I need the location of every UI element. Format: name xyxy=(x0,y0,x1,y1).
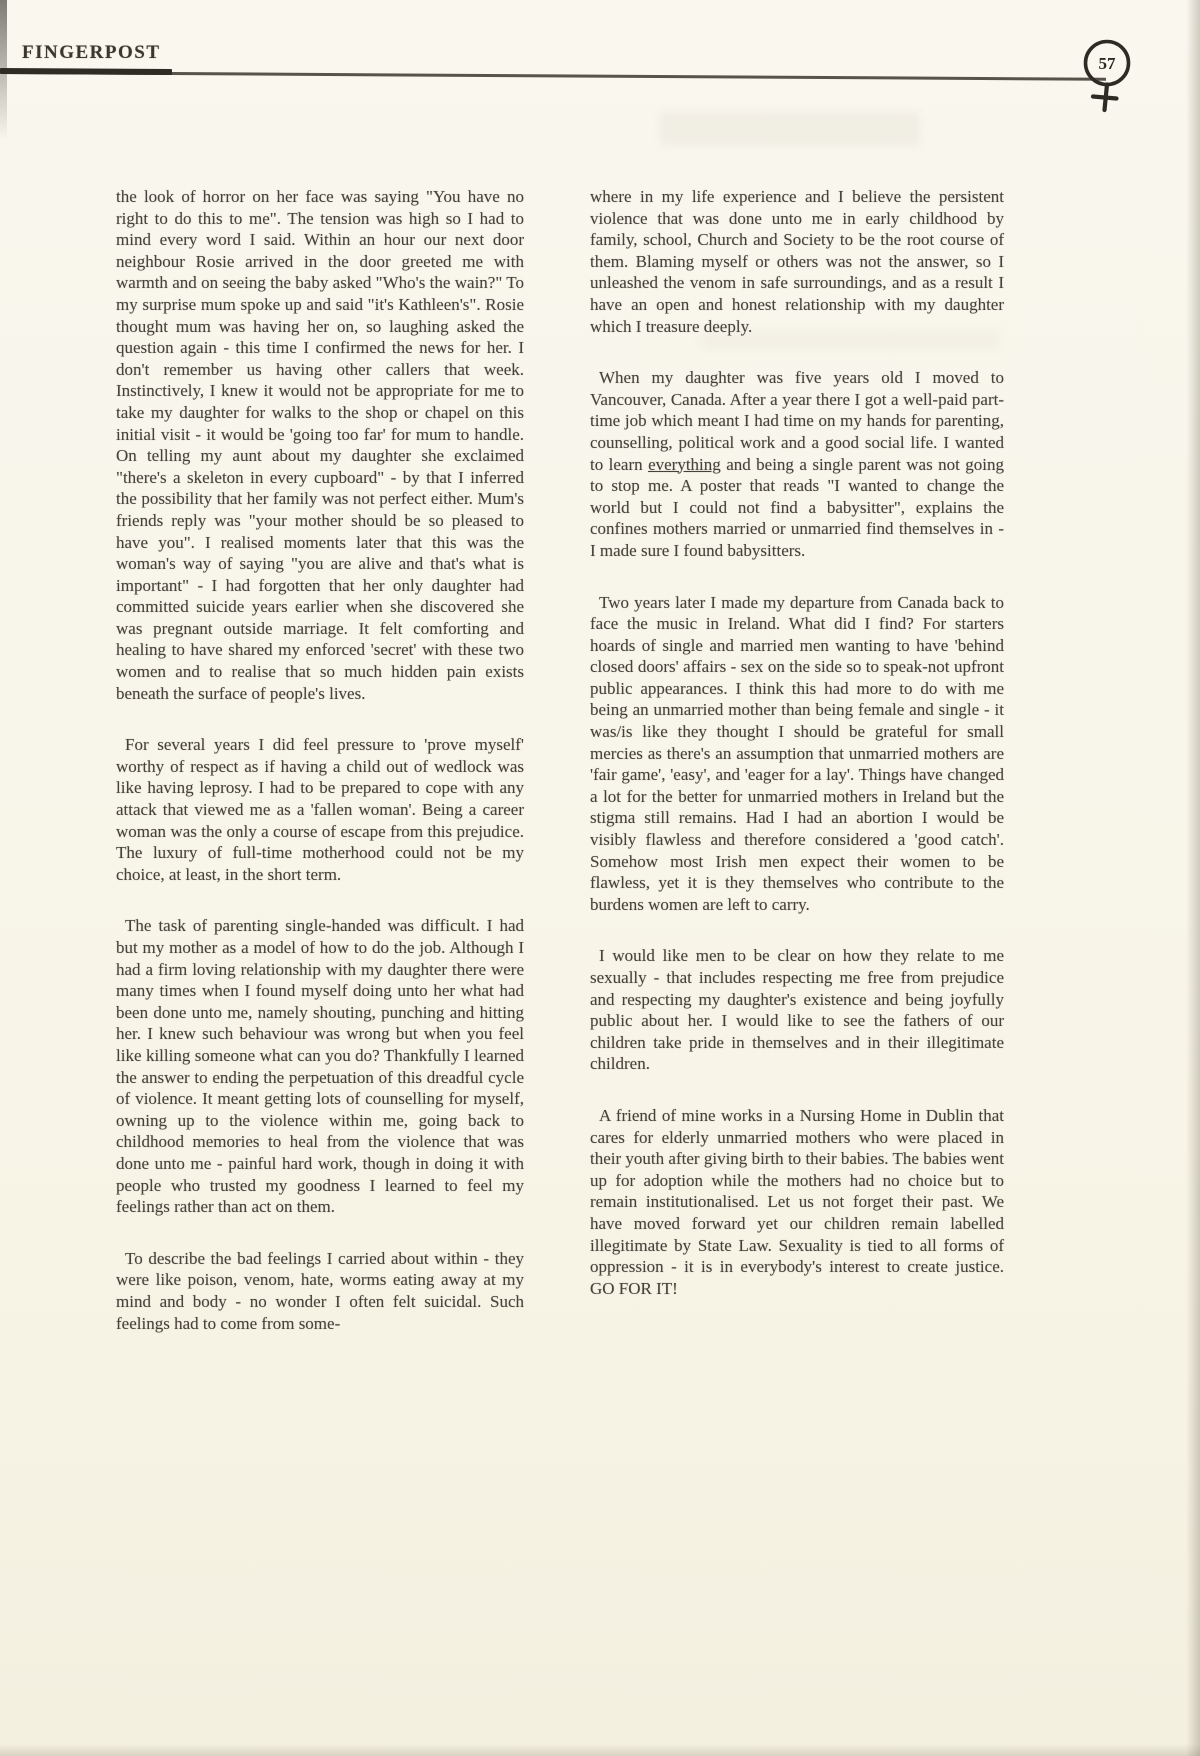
header-rule-thick xyxy=(0,68,172,75)
masthead-title: FINGERPOST xyxy=(22,42,161,63)
female-symbol-icon xyxy=(1075,34,1139,122)
scan-smudge xyxy=(660,112,920,146)
paragraph: the look of horror on her face was saying "You have no right to do this to me". The tension was high so I had to mind every word I said. Within an hour our next door neighbour Rosie arrived in the door greeted me with warmth and on seeing the baby asked "Who's the wain?" To my surprise mum spoke up and said "it's Kathleen's". Rosie thought mum was having her on, so laughing asked the question again - this time I confirmed the news for her. I don't remember us having other callers that week. Instinctively, I knew it would not be appropriate for me to take my daughter for walks to the shop or chapel on this initial visit - it would be 'going too far' for mum to handle. On telling my aunt about my daughter she exclaimed "there's a skeleton in every cupboard" - by that I inferred the possibility that her family was not perfect either. Mum's friends reply was "your mother should be so pleased to have you". I realised moments later that this was the woman's way of saying "you are alive and that's what is important" - I had forgotten that her only daughter had committed suicide years earlier when she discovered she was pregnant outside marriage. It felt comforting and healing to have shared my enforced 'secret' with these two women and to realise that so much hidden pain exists beneath the surface of people's lives. xyxy=(116,187,524,703)
page-number: 57 xyxy=(1098,54,1116,73)
paragraph-text: When my daughter was five years old I moved to Vancouver, Canada. After a year there I got a well-paid part-time job which meant I had time on my hands for parenting, counselling, political work and a good social life. I wanted to learn xyxy=(590,368,1004,474)
paragraph: A friend of mine works in a Nursing Home in Dublin that cares for elderly unmarried mothers who were placed in their youth after giving birth to their babies. The babies went up for adoption while the mothers had no choice but to remain institutionalised. Let us not forget their past. We have moved forward yet our children remain labelled illegitimate by State Law. Sexuality is tied to all forms of oppression - it is in everybody's interest to create justice. GO FOR IT! xyxy=(590,1105,1004,1298)
paragraph: For several years I did feel pressure to 'prove myself' worthy of respect as if having a child out of wedlock was like having leprosy. I had to be prepared to cope with any attack that viewed me as a 'fallen woman'. Being a career woman was the only a course of escape from this prejudice. The luxury of full-time motherhood could not be my choice, at least, in the short term. xyxy=(116,735,524,884)
left-column xyxy=(116,186,524,1364)
underlined-word: everything xyxy=(648,454,721,474)
paragraph-text: and being a single parent was not going to stop me. A poster that reads "I wanted to change the world but I could not find a babysitter", explains the confines mothers married or unmarried find themselves in - I made sure I found babysitters. xyxy=(590,454,1005,560)
paragraph: I would like men to be clear on how they relate to me sexually - that includes respecting me free from prejudice and respecting my daughter's existence and being joyfully public about her. I would like to see the fathers of our children take pride in themselves and in their illegitimate children. xyxy=(590,946,1004,1074)
scan-edge-right xyxy=(1186,0,1200,1756)
paragraph xyxy=(590,367,1004,561)
paragraph: Two years later I made my departure from Canada back to face the music in Ireland. What did I find? For starters hoards of single and married men wanting to have 'behind closed doors' affairs - sex on the side so to speak-not upfront public appearances. I think this had more to do with me being an unmarried mother than being female and single - it was/is like they thought I should be grateful for small mercies as there's an assumption that unmarried mothers are 'fair game', 'easy', and 'eager for a lay'. Things have changed a lot for the better for unmarried mothers in Ireland but the stigma still remains. Had I had an abortion I would be visibly flawless and therefore considered a 'good catch'. Somehow most Irish men expect their women to be flawless, yet it is they themselves who contribute to the burdens women are left to carry. xyxy=(590,592,1004,914)
header-rule xyxy=(0,0,1200,97)
paragraph: The task of parenting single-handed was difficult. I had but my mother as a model of how to do the job. Although I had a firm loving relationship with my daughter there were many times when I found myself doing unto her what had been done unto me, namely shouting, punching and hitting her. I knew such behaviour was wrong but when you feel like killing someone what can you do? Thankfully I learned the answer to ending the perpetuation of this dreadful cycle of violence. It meant getting lots of counselling for myself, owning up to the violence within me, going back to childhood memories to heal from the violence that was done unto me - painful hard work, though in doing it with people who trusted my goodness I learned to feel my feelings rather than act on them. xyxy=(116,916,524,1217)
right-column xyxy=(590,186,1004,1329)
paragraph: where in my life experience and I believe the persistent violence that was done unto me in early childhood by family, school, Church and Society to be the root course of them. Blaming myself or others was not the answer, so I unleashed the venom in safe surroundings, and as a result I have an open and honest relationship with my daughter which I treasure deeply. xyxy=(590,187,1004,336)
paragraph: To describe the bad feelings I carried about within - they were like poison, venom, hate, worms eating away at my mind and body - no wonder I often felt suicidal. Such feelings had to come from some- xyxy=(116,1248,524,1333)
scan-edge-bottom xyxy=(0,1744,1200,1756)
